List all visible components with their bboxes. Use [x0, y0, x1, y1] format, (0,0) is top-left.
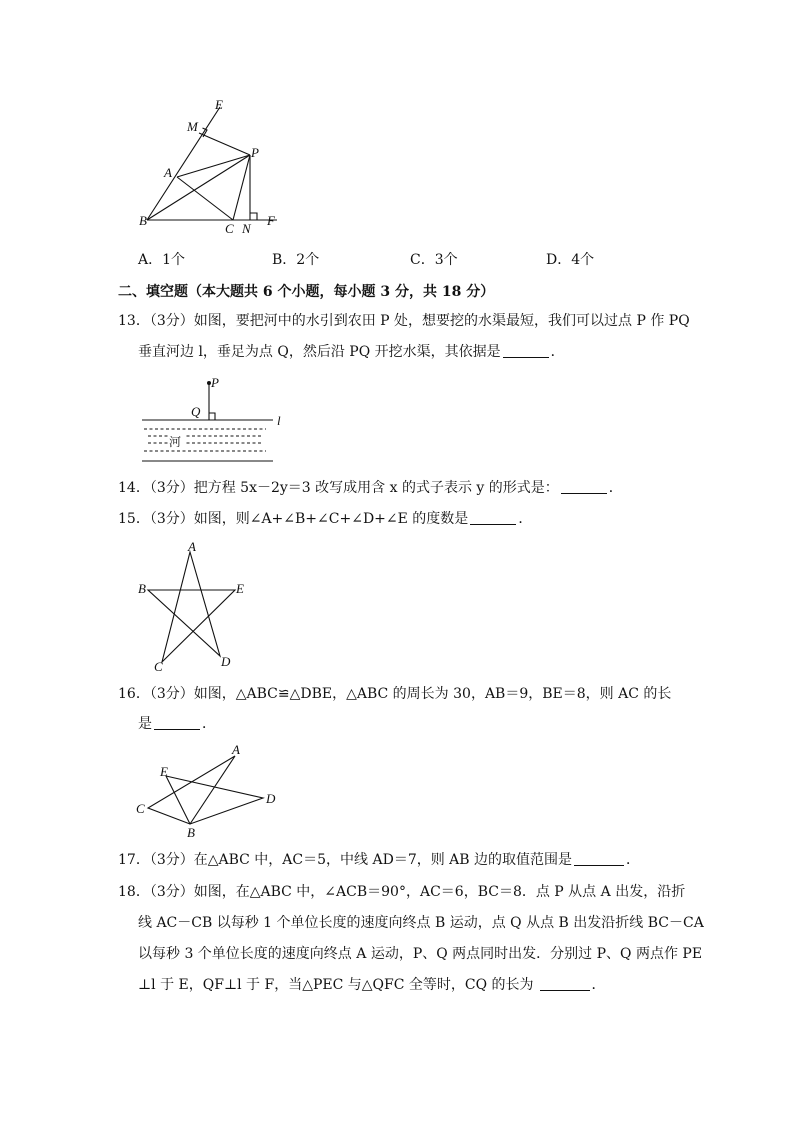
q18-answer-blank[interactable] [540, 976, 590, 991]
option-c: C．3个 [410, 252, 458, 268]
option-a: A．1个 [138, 252, 186, 268]
q18-end: ． [591, 977, 606, 993]
fig12-label-e: E [215, 97, 223, 112]
fig13-label-l: l [277, 413, 281, 428]
fig15-label-c: C [154, 659, 163, 673]
q16-answer-blank[interactable] [154, 715, 200, 730]
figure-q16 [132, 740, 287, 840]
fig15-label-b: B [138, 581, 146, 596]
q13-text: 垂直河边 l，垂足为点 Q，然后沿 PQ 开挖水渠，其依据是 [138, 344, 501, 360]
q13-answer-blank[interactable] [503, 343, 549, 358]
fig12-label-n: N [242, 221, 251, 236]
fig16-label-a: A [232, 742, 240, 757]
figure-q15 [132, 538, 262, 673]
q17-text: 17．（3分）在△ABC 中，AC＝5，中线 AD＝7，则 AB 边的取值范围是 [118, 852, 573, 868]
q13-end: ． [550, 344, 565, 360]
section-heading: 二、填空题（本大题共 6 个小题，每小题 3 分，共 18 分） [118, 284, 495, 300]
fig15-label-d: D [221, 654, 231, 669]
q15 [118, 509, 532, 529]
figure-q13 [138, 372, 298, 467]
fig13-label-q: Q [191, 404, 201, 419]
q16-line1: 16．（3分）如图，△ABC≌△DBE，△ABC 的周长为 30，AB＝9，BE＝8，则 AC 的长 [118, 686, 672, 702]
fig12-label-b: B [139, 213, 147, 228]
q14-text: 14．（3分）把方程 5x－2y＝3 改写成用含 x 的式子表示 y 的形式是： [118, 480, 559, 496]
fig12-label-m: M [187, 119, 198, 134]
q16-line2 [138, 714, 216, 734]
fig16-label-c: C [136, 801, 145, 816]
q13-line1: 13．（3分）如图，要把河中的水引到农田 P 处，想要挖的水渠最短，我们可以过点 P 作 PQ [118, 313, 690, 329]
q16-text: 是 [138, 716, 152, 732]
q15-end: ． [518, 511, 533, 527]
fig16-label-b: B [187, 825, 195, 840]
q18-line2: 线 AC－CB 以每秒 1 个单位长度的速度向终点 B 运动，点 Q 从点 B 出发沿折线 BC－CA [138, 915, 704, 931]
fig13-label-p: P [211, 375, 219, 390]
q18-text: ⊥l 于 E，QF⊥l 于 F，当△PEC 与△QFC 全等时，CQ 的长为 [138, 977, 534, 993]
fig12-label-a: A [164, 165, 172, 180]
q17-end: ． [626, 852, 641, 868]
fig12-label-p: P [251, 145, 259, 160]
q17 [118, 850, 640, 870]
fig13-label-river: 河 [169, 435, 182, 449]
q14 [118, 478, 623, 498]
q17-answer-blank[interactable] [574, 851, 624, 866]
q13-line2 [138, 342, 565, 362]
q18-line4 [138, 975, 606, 995]
fig16-label-d: D [266, 791, 276, 806]
fig12-label-f: F [267, 213, 275, 228]
q18-line3: 以每秒 3 个单位长度的速度向终点 A 运动，P、Q 两点同时出发．分别过 P、Q 两点作 PE [138, 946, 703, 962]
fig12-label-c: C [225, 221, 234, 236]
q14-end: ． [608, 480, 623, 496]
q16-end: ． [202, 716, 216, 732]
q15-answer-blank[interactable] [470, 510, 516, 525]
q18-line1: 18．（3分）如图，在△ABC 中，∠ACB＝90°，AC＝6，BC＝8．点 P 从点 A 出发，沿折 [118, 884, 686, 900]
q14-answer-blank[interactable] [561, 479, 607, 494]
fig15-label-e: E [236, 581, 244, 596]
option-b: B．2个 [272, 252, 320, 268]
figure-q12 [135, 95, 295, 240]
option-d: D．4个 [546, 252, 595, 268]
fig16-label-e: E [160, 764, 168, 779]
fig15-label-a: A [188, 539, 196, 554]
q15-text: 15．（3分）如图，则∠A+∠B+∠C+∠D+∠E 的度数是 [118, 511, 469, 527]
